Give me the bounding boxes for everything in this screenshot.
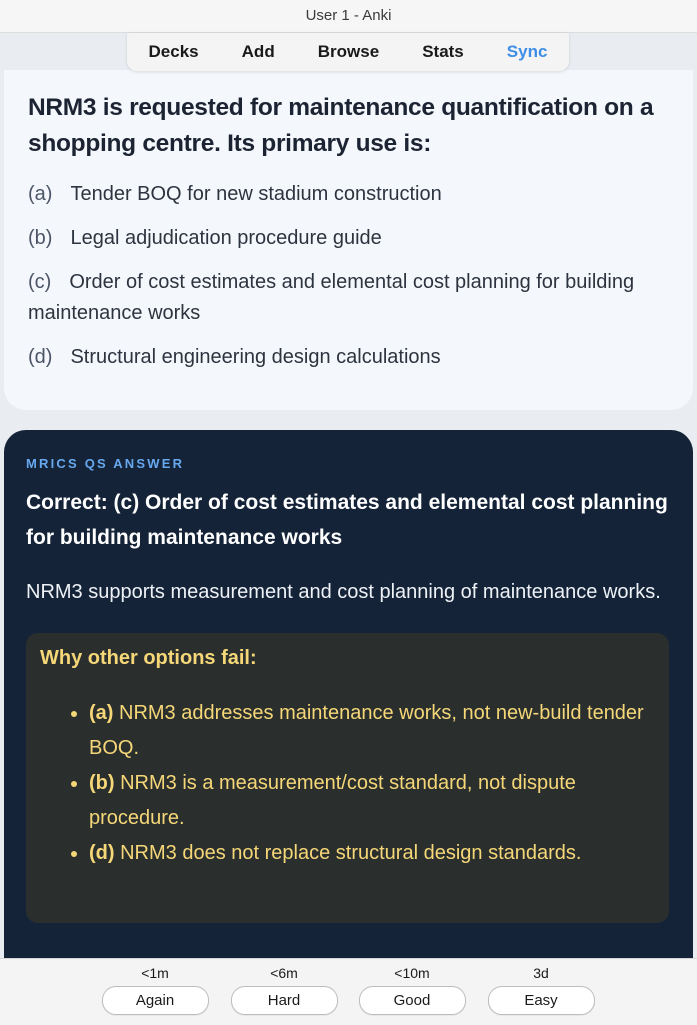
why-other-options-box (26, 633, 669, 923)
question-text: NRM3 is requested for maintenance quantification on a shopping centre. Its primary use is: (28, 94, 654, 157)
reason-item (89, 836, 655, 871)
reason-label: (d) (89, 842, 115, 864)
good-button[interactable]: Good (359, 986, 466, 1015)
ease-again (100, 964, 210, 1015)
option-c (28, 267, 669, 329)
reason-text: NRM3 does not replace structural design standards. (114, 842, 582, 864)
correct-answer: Correct: (c) Order of cost estimates and elemental cost planning for building maintenance works (26, 491, 668, 549)
good-interval: <10m (394, 965, 430, 981)
option-a (28, 179, 669, 210)
hard-button[interactable]: Hard (231, 986, 338, 1015)
reason-text: NRM3 addresses maintenance works, not new-build tender BOQ. (89, 702, 644, 759)
question-card (4, 70, 693, 410)
option-label: (d) (28, 346, 53, 368)
option-label: (c) (28, 271, 52, 293)
option-b (28, 223, 669, 254)
answer-explanation: NRM3 supports measurement and cost planning of maintenance works. (26, 581, 661, 603)
answer-buttons-bar (0, 958, 697, 1025)
why-title: Why other options fail: (40, 647, 257, 669)
option-d (28, 342, 669, 373)
easy-interval: 3d (533, 965, 549, 981)
toolbar-add[interactable]: Add (241, 42, 275, 61)
toolbar-sync[interactable]: Sync (506, 42, 548, 61)
toolbar-decks[interactable]: Decks (148, 42, 199, 61)
option-text: Structural engineering design calculations (70, 346, 441, 368)
ease-hard (229, 964, 339, 1015)
toolbar-stats[interactable]: Stats (422, 42, 464, 61)
answer-tag: MRICS QS ANSWER (26, 456, 185, 471)
ease-easy (486, 964, 596, 1015)
reason-item (89, 696, 655, 766)
option-label: (b) (28, 227, 53, 249)
reason-item (89, 766, 655, 836)
reason-label: (a) (89, 702, 114, 724)
reasons-list (40, 696, 655, 871)
option-text: Legal adjudication procedure guide (70, 227, 382, 249)
hard-interval: <6m (270, 965, 298, 981)
reason-label: (b) (89, 772, 115, 794)
again-interval: <1m (141, 965, 169, 981)
window-title: User 1 - Anki (0, 0, 697, 33)
option-text: Tender BOQ for new stadium construction (70, 183, 442, 205)
ease-good (357, 964, 467, 1015)
answer-card (4, 430, 693, 970)
top-toolbar (127, 33, 569, 71)
again-button[interactable]: Again (102, 986, 209, 1015)
option-text: Order of cost estimates and elemental cost planning for building maintenance works (28, 271, 635, 324)
easy-button[interactable]: Easy (488, 986, 595, 1015)
reason-text: NRM3 is a measurement/cost standard, not dispute procedure. (89, 772, 576, 829)
toolbar-browse[interactable]: Browse (317, 42, 380, 61)
option-label: (a) (28, 183, 53, 205)
